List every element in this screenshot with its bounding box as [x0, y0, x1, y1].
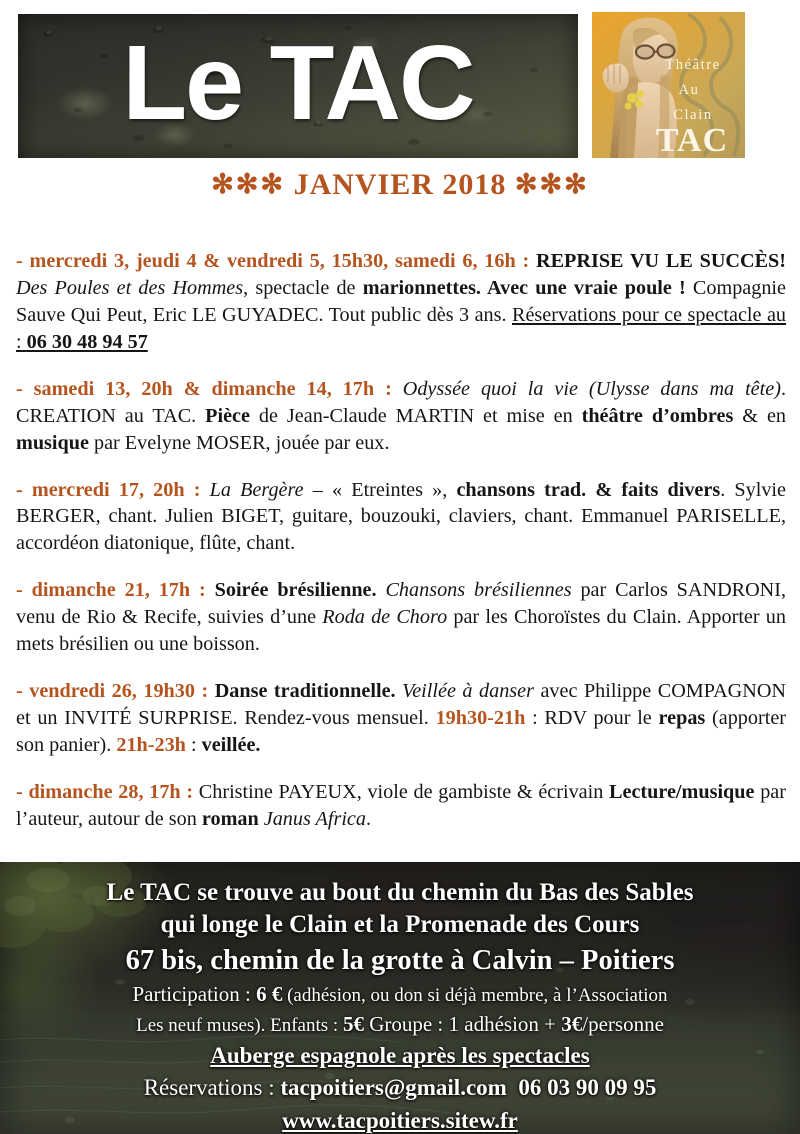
- event-item: [16, 477, 786, 558]
- event-date: - dimanche 21, 17h: [16, 579, 191, 602]
- tac-logo: [592, 12, 745, 158]
- stars-right: ✻✻✻: [514, 169, 589, 199]
- participation-label: Participation :: [132, 982, 257, 1007]
- footer-price-line-2: [0, 1011, 800, 1039]
- event-body: La Bergère – « Etreintes », chansons trad. & faits divers. Sylvie BERGER, chant. Julien BIGET, guitare, bouzouki, claviers, chant. Emmanuel PARISELLE, accordéon diatonique, flûte, chant.: [16, 478, 786, 555]
- banner-title-text: Le TAC: [122, 24, 474, 142]
- stars-left: ✻✻✻: [211, 169, 286, 199]
- poster-footer: [0, 862, 800, 1134]
- event-item: [16, 376, 786, 457]
- footer-auberge-note: Auberge espagnole après les spectacles: [210, 1043, 590, 1069]
- event-item: [16, 678, 786, 759]
- event-body: Odyssée quoi la vie (Ulysse dans ma tête). CREATION au TAC. Pièce de Jean-Claude MARTIN et mise en théâtre d’ombres & en musique par Evelyne MOSER, jouée par eux.: [16, 377, 786, 454]
- contact-phone[interactable]: 06 03 90 09 95: [518, 1075, 657, 1101]
- event-separator: :: [180, 780, 199, 803]
- month-title: [0, 168, 800, 202]
- svg-text:Clain: Clain: [673, 107, 713, 123]
- association-name: Les neuf muses). Enfants :: [136, 1014, 343, 1036]
- footer-price-line-1: [0, 981, 800, 1009]
- footer-address-line-2: qui longe le Clain et la Promenade des Cours: [160, 911, 640, 938]
- contact-email[interactable]: tacpoitiers@gmail.com: [280, 1075, 507, 1101]
- price-group: 3€: [561, 1011, 583, 1036]
- event-separator: :: [194, 680, 215, 703]
- footer-reservations: [0, 1072, 800, 1103]
- event-separator: :: [515, 250, 537, 273]
- footer-address-line-1: Le TAC se trouve au bout du chemin du Bas des Sables: [106, 879, 694, 906]
- event-separator: :: [184, 478, 210, 501]
- participation-note: (adhésion, ou don si déjà membre, à l’Association: [282, 985, 668, 1007]
- event-body: Christine PAYEUX, viole de gambiste & écrivain Lecture/musique par l’auteur, autour de son roman Janus Africa.: [16, 780, 786, 830]
- event-item: [16, 577, 786, 658]
- event-date: - dimanche 28, 17h: [16, 780, 181, 803]
- group-label: Groupe : 1 adhésion +: [363, 1011, 562, 1036]
- event-body: Soirée brésilienne. Chansons brésiliennes par Carlos SANDRONI, venu de Rio & Recife, suivies d’une Roda de Choro par les Choroïstes du Clain. Apporter un mets brésilien ou une boisson.: [16, 579, 787, 656]
- footer-address-line-3: 67 bis, chemin de la grotte à Calvin – Poitiers: [125, 945, 675, 976]
- event-item: [16, 248, 786, 355]
- reservations-label: Réservations :: [143, 1075, 281, 1101]
- event-date: - mercredi 17, 20h: [16, 478, 185, 501]
- month-title-text: JANVIER 2018: [293, 168, 507, 201]
- svg-text:TAC: TAC: [655, 122, 729, 158]
- event-list: [0, 228, 800, 833]
- tac-logo-artwork: [592, 12, 745, 158]
- event-body: REPRISE VU LE SUCCÈS! Des Poules et des Hommes, spectacle de marionnettes. Avec une vraie poule ! Compagnie Sauve Qui Peut, Eric LE GUYADEC. Tout public dès 3 ans. Réservations pour ce spectacle au : 06 30 48 94 57: [16, 250, 787, 353]
- svg-text:Théâtre: Théâtre: [665, 57, 721, 73]
- footer-website[interactable]: www.tacpoitiers.sitew.fr: [282, 1107, 518, 1133]
- banner-le-tac: [18, 14, 578, 158]
- event-item: [16, 779, 786, 833]
- price-child: 5€: [342, 1011, 364, 1036]
- per-person-label: /personne: [582, 1011, 664, 1036]
- event-date: - samedi 13, 20h & dimanche 14, 17h: [16, 377, 375, 400]
- event-date: - vendredi 26, 19h30: [16, 680, 195, 703]
- svg-text:Au: Au: [678, 82, 700, 98]
- event-separator: :: [190, 579, 215, 602]
- footer-content: [0, 862, 800, 1134]
- price-adult: 6 €: [256, 982, 283, 1007]
- event-separator: :: [374, 377, 403, 400]
- poster-header: [0, 0, 800, 170]
- event-body: Danse traditionnelle. Veillée à danser avec Philippe COMPAGNON et un INVITÉ SURPRISE. Rendez-vous mensuel. 19h30-21h : RDV pour le repas (apporter son panier). 21h-23h : veillée.: [16, 680, 786, 756]
- event-date: - mercredi 3, jeudi 4 & vendredi 5, 15h30, samedi 6, 16h: [16, 250, 516, 273]
